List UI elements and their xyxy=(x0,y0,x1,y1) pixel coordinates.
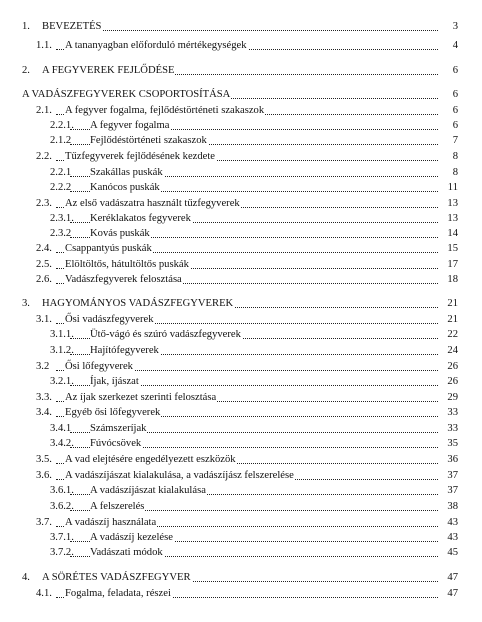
toc-entry-page: 43 xyxy=(438,516,458,529)
toc-entry-title: HAGYOMÁNYOS VADÁSZFEGYVEREK xyxy=(42,298,234,309)
toc-entry-title: A SÖRÉTES VADÁSZFEGYVER xyxy=(42,572,191,583)
toc-entry-title: Fejlődéstörténeti szakaszok xyxy=(90,135,207,146)
toc-entry-number: 3.3. xyxy=(36,392,52,403)
toc-entry[interactable] xyxy=(0,39,482,52)
toc-entry-page: 29 xyxy=(438,391,458,404)
toc-entry-page: 43 xyxy=(438,531,458,544)
toc-entry-page: 11 xyxy=(438,181,458,194)
toc-entry-page: 14 xyxy=(438,227,458,240)
toc-entry-number: 3.7. xyxy=(36,517,52,528)
toc-entry[interactable] xyxy=(0,546,482,559)
toc-entry-number: 2.2.1. xyxy=(50,120,74,131)
toc-entry-page: 21 xyxy=(438,313,458,326)
toc-entry-page: 8 xyxy=(438,166,458,179)
toc-entry[interactable] xyxy=(0,297,482,310)
toc-entry-title: Kovás puskák xyxy=(90,228,150,239)
toc-entry-page: 47 xyxy=(438,571,458,584)
toc-entry[interactable] xyxy=(0,20,482,33)
toc-entry-title: Ősi vadászfegyverek xyxy=(65,314,154,325)
toc-entry-title: Hajítófegyverek xyxy=(90,345,159,356)
toc-entry-page: 6 xyxy=(438,88,458,101)
toc-entry-title: Számszeríjak xyxy=(90,423,147,434)
toc-entry[interactable] xyxy=(0,119,482,132)
toc-entry-number: 3.7.2. xyxy=(50,547,74,558)
toc-entry-page: 18 xyxy=(438,273,458,286)
toc-entry-page: 3 xyxy=(438,20,458,33)
toc-entry-title: Vadászfegyverek felosztása xyxy=(65,274,182,285)
toc-entry-number: 3.2.1. xyxy=(50,376,74,387)
toc-entry[interactable] xyxy=(0,88,482,101)
toc-entry-number: 1. xyxy=(22,21,30,32)
toc-entry-title: Egyéb ősi lőfegyverek xyxy=(65,407,161,418)
toc-entry-number: 2.6. xyxy=(36,274,52,285)
toc-entry-number: 3.4. xyxy=(36,407,52,418)
toc-entry[interactable] xyxy=(0,469,482,482)
toc-entry-page: 37 xyxy=(438,484,458,497)
toc-entry-number: 3.5. xyxy=(36,454,52,465)
toc-entry-title: A tananyagban előforduló mértékegységek xyxy=(65,40,247,51)
toc-entry-title: A vadászíjászat kialakulása, a vadászíjász felszerelése xyxy=(65,470,294,481)
toc-entry-number: 2. xyxy=(22,65,30,76)
toc-entry-number: 3.1. xyxy=(36,314,52,325)
toc-entry-title: A felszerelés xyxy=(90,501,145,512)
toc-entry-number: 3.7.1. xyxy=(50,532,74,543)
toc-entry[interactable] xyxy=(0,150,482,163)
toc-entry-number: 3. xyxy=(22,298,30,309)
toc-entry-title: Fúvócsövek xyxy=(90,438,142,449)
toc-entry-title: Tűzfegyverek fejlődésének kezdete xyxy=(65,151,215,162)
toc-entry-title: Ősi lőfegyverek xyxy=(65,361,133,372)
toc-entry-number: 4.1. xyxy=(36,588,52,599)
toc-entry-title: Az íjak szerkezet szerinti felosztása xyxy=(65,392,217,403)
toc-entry-page: 26 xyxy=(438,360,458,373)
toc-entry[interactable] xyxy=(0,166,482,179)
toc-entry-page: 36 xyxy=(438,453,458,466)
toc-entry-title: Fogalma, feladata, részei xyxy=(65,588,171,599)
toc-entry[interactable] xyxy=(0,344,482,357)
toc-entry-page: 7 xyxy=(438,134,458,147)
toc-entry-page: 6 xyxy=(438,119,458,132)
toc-entry[interactable] xyxy=(0,104,482,117)
toc-entry[interactable] xyxy=(0,500,482,513)
toc-entry-number: 4. xyxy=(22,572,30,583)
toc-entry-page: 24 xyxy=(438,344,458,357)
toc-entry-page: 17 xyxy=(438,258,458,271)
toc-entry-page: 21 xyxy=(438,297,458,310)
toc-entry-number: 3.2 xyxy=(36,361,50,372)
toc-entry-number: 2.1.2 xyxy=(50,135,72,146)
toc-entry-page: 47 xyxy=(438,587,458,600)
toc-entry-page: 13 xyxy=(438,197,458,210)
toc-entry[interactable] xyxy=(0,406,482,419)
toc-entry[interactable] xyxy=(0,242,482,255)
toc-entry-number: 1.1. xyxy=(36,40,52,51)
toc-entry-title: Elöltöltős, hátultöltős puskák xyxy=(65,259,189,270)
toc-entry[interactable] xyxy=(0,313,482,326)
toc-entry-number: 3.6.2. xyxy=(50,501,74,512)
toc-entry-page: 4 xyxy=(438,39,458,52)
toc-entry-title: Az első vadászatra használt tűzfegyverek xyxy=(65,198,240,209)
toc-entry-title: Kanócos puskák xyxy=(90,182,160,193)
toc-entry[interactable] xyxy=(0,197,482,210)
toc-entry[interactable] xyxy=(0,258,482,271)
toc-entry-number: 2.4. xyxy=(36,243,52,254)
toc-entry[interactable] xyxy=(0,360,482,373)
toc-entry-title: Szakállas puskák xyxy=(90,167,163,178)
toc-entry-title: Vadászati módok xyxy=(90,547,163,558)
toc-entry-number: 3.6.1. xyxy=(50,485,74,496)
toc-entry[interactable] xyxy=(0,391,482,404)
dot-leader xyxy=(42,20,452,31)
toc-entry-number: 3.1.2. xyxy=(50,345,74,356)
toc-entry-title: Ütő-vágó és szúró vadászfegyverek xyxy=(90,329,241,340)
toc-entry-page: 6 xyxy=(438,104,458,117)
toc-entry-page: 22 xyxy=(438,328,458,341)
toc-entry-page: 33 xyxy=(438,422,458,435)
toc-entry[interactable] xyxy=(0,212,482,225)
toc-entry[interactable] xyxy=(0,134,482,147)
toc-entry-title: A fegyver fogalma, fejlődéstörténeti szakaszok xyxy=(65,105,265,116)
toc-entry[interactable] xyxy=(0,571,482,584)
toc-entry-title: A vadászíjászat kialakulása xyxy=(90,485,206,496)
toc-entry-number: 2.1. xyxy=(36,105,52,116)
toc-entry-number: 2.3.2 xyxy=(50,228,72,239)
toc-entry-number: 2.3. xyxy=(36,198,52,209)
toc-entry-title: Keréklakatos fegyverek xyxy=(90,213,191,224)
toc-entry[interactable] xyxy=(0,531,482,544)
toc-entry[interactable] xyxy=(0,181,482,194)
toc-entry-title: A VADÁSZFEGYVEREK CSOPORTOSÍTÁSA xyxy=(22,89,231,100)
toc-entry-page: 45 xyxy=(438,546,458,559)
toc-entry[interactable] xyxy=(0,328,482,341)
toc-entry-page: 33 xyxy=(438,406,458,419)
toc-entry-number: 3.1.1. xyxy=(50,329,74,340)
toc-entry[interactable] xyxy=(0,587,482,600)
toc-entry[interactable] xyxy=(0,516,482,529)
toc-entry[interactable] xyxy=(0,64,482,77)
toc-entry-number: 3.4.2. xyxy=(50,438,74,449)
toc-entry-page: 38 xyxy=(438,500,458,513)
toc-entry-number: 2.2. xyxy=(36,151,52,162)
toc-entry-number: 2.2.1 xyxy=(50,167,72,178)
toc-entry-title: A fegyver fogalma xyxy=(90,120,170,131)
toc-entry-page: 15 xyxy=(438,242,458,255)
toc-entry[interactable] xyxy=(0,437,482,450)
toc-entry[interactable] xyxy=(0,422,482,435)
toc-entry-title: Íjak, íjászat xyxy=(90,376,139,387)
toc-entry-number: 2.5. xyxy=(36,259,52,270)
toc-entry-number: 2.2.2 xyxy=(50,182,72,193)
toc-entry[interactable] xyxy=(0,484,482,497)
toc-entry[interactable] xyxy=(0,453,482,466)
toc-entry-page: 13 xyxy=(438,212,458,225)
toc-entry[interactable] xyxy=(0,227,482,240)
toc-entry-page: 26 xyxy=(438,375,458,388)
toc-entry[interactable] xyxy=(0,273,482,286)
toc-entry[interactable] xyxy=(0,375,482,388)
toc-entry-title: A FEGYVEREK FEJLŐDÉSE xyxy=(42,65,175,76)
toc-entry-page: 37 xyxy=(438,469,458,482)
toc-entry-number: 3.6. xyxy=(36,470,52,481)
toc-entry-title: BEVEZETÉS xyxy=(42,21,102,32)
toc-entry-title: A vad elejtésére engedélyezett eszközök xyxy=(65,454,236,465)
toc-entry-number: 3.4.1 xyxy=(50,423,72,434)
toc-entry-title: Csappantyús puskák xyxy=(65,243,152,254)
toc-entry-page: 35 xyxy=(438,437,458,450)
toc-entry-page: 8 xyxy=(438,150,458,163)
toc-entry-title: A vadászíj kezelése xyxy=(90,532,173,543)
toc-entry-page: 6 xyxy=(438,64,458,77)
toc-entry-title: A vadászíj használata xyxy=(65,517,157,528)
toc-entry-number: 2.3.1. xyxy=(50,213,74,224)
